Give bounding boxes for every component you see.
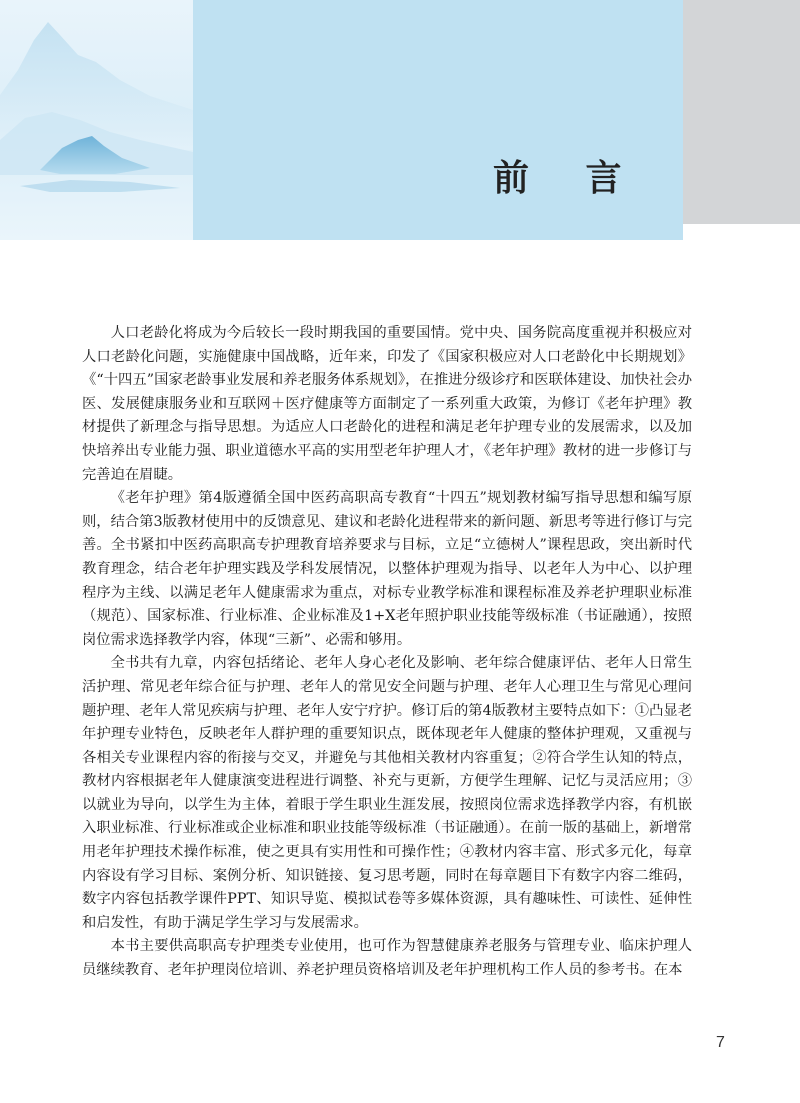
paragraph: 《老年护理》第4版遵循全国中医药高职高专教育“十四五”规划教材编写指导思想和编写原则，结合第3版教材使用中的反馈意见、建议和老龄化进程带来的新问题、新思考等进行修订与完善。全书紧扣中医药高职高专护理教育培养要求与目标，立足“立德树人”课程思政，突出新时代教育理念，结合老年护理实践及学科发展情况，以整体护理观为指导、以老年人为中心、以护理程序为主线、以满足老年人健康需求为重点，对标专业教学标准和课程标准及养老护理职业标准（规范）、国家标准、行业标准、企业标准及1+X老年照护职业技能等级标准（书证融通），按照岗位需求选择教学内容，体现“三新”、必需和够用。 bbox=[82, 490, 692, 648]
page-title: 前 言 bbox=[493, 157, 644, 199]
header-side-block bbox=[683, 0, 800, 224]
paragraph: 本书主要供高职高专护理类专业使用，也可作为智慧健康养老服务与管理专业、临床护理人员继续教育、老年护理岗位培训、养老护理员资格培训及老年护理机构工作人员的参考书。在本 bbox=[82, 938, 692, 979]
landscape-illustration bbox=[0, 0, 193, 240]
mountain-landscape-image bbox=[0, 0, 193, 240]
page-number: 7 bbox=[716, 1034, 725, 1051]
paragraph: 全书共有九章，内容包括绪论、老年人身心老化及影响、老年综合健康评估、老年人日常生活护理、常见老年综合征与护理、老年人的常见安全问题与护理、老年人心理卫生与常见心理问题护理、老年人常见疾病与护理、老年人安宁疗护。修订后的第4版教材主要特点如下：①凸显老年护理专业特色，反映老年人群护理的重要知识点，既体现老年人健康的整体护理观，又重视与各相关专业课程内容的衔接与交叉，并避免与其他相关教材内容重复；②符合学生认知的特点，教材内容根据老年人健康演变进程进行调整、补充与更新，方便学生理解、记忆与灵活应用；③以就业为导向，以学生为主体，着眼于学生职业生涯发展，按照岗位需求选择教学内容，有机嵌入职业标准、行业标准或企业标准和职业技能等级标准（书证融通）。在前一版的基础上，新增常用老年护理技术操作标准，使之更具有实用性和可操作性；④教材内容丰富、形式多元化，每章内容设有学习目标、案例分析、知识链接、复习思考题，同时在每章题目下有数字内容二维码，数字内容包括教学课件PPT、知识导览、模拟试卷等多媒体资源，具有趣味性、可读性、延伸性和启发性，有助于满足学生学习与发展需求。 bbox=[82, 655, 692, 931]
preface-body bbox=[82, 322, 692, 983]
paragraph: 人口老龄化将成为今后较长一段时期我国的重要国情。党中央、国务院高度重视并积极应对人口老龄化问题，实施健康中国战略，近年来，印发了《国家积极应对人口老龄化中长期规划》《“十四五”国家老龄事业发展和养老服务体系规划》，在推进分级诊疗和医联体建设、加快社会办医、发展健康服务业和互联网＋医疗健康等方面制定了一系列重大政策，为修订《老年护理》教材提供了新理念与指导思想。为适应人口老龄化的进程和满足老年护理专业的发展需求，以及加快培养出专业能力强、职业道德水平高的实用型老年护理人才，《老年护理》教材的进一步修订与完善迫在眉睫。 bbox=[82, 325, 692, 483]
header-banner bbox=[193, 0, 683, 240]
